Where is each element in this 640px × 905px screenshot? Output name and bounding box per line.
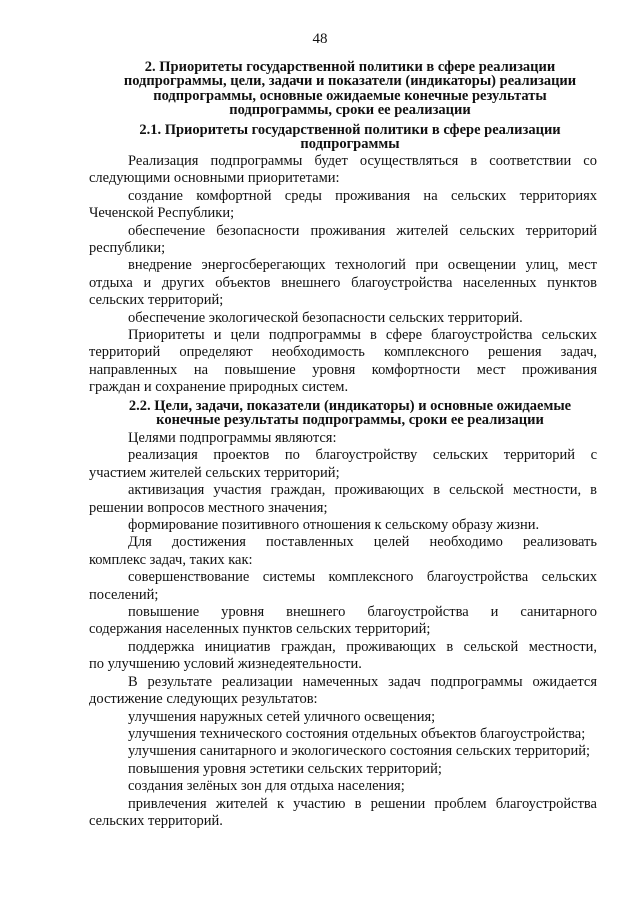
text-line: решении вопросов местного значения; [89,499,328,516]
text-line: Реализация подпрограммы будет осуществляться в соответствии со [128,153,597,169]
paragraph [89,604,597,639]
text-line: достижение следующих результатов: [89,691,318,708]
text-line: создание комфортной среды проживания на сельских территориях [128,187,597,204]
text-line: совершенствование системы комплексного благоустройства сельских [128,569,597,586]
section-2-heading [100,60,600,118]
paragraph [89,778,597,795]
heading-line: 2.1. Приоритеты государственной политики в сфере реализации [139,122,561,138]
text-line: следующими основными приоритетами: [89,170,340,187]
paragraph [89,569,597,604]
text-line: внедрение энергосберегающих технологий при освещении улиц, мест [128,257,597,274]
heading-line: подпрограммы, сроки ее реализации [229,102,471,119]
section-2-1-body [89,153,597,397]
text-line: граждан и сохранение природных систем. [89,379,349,396]
paragraph [89,482,597,517]
paragraph [89,447,597,482]
text-line: формирование позитивного отношения к сельскому образу жизни. [128,517,540,534]
section-2-2-heading [100,399,600,428]
text-line: повышение уровня внешнего благоустройства и санитарного [128,604,597,621]
text-line: реализация проектов по благоустройству сельских территорий с [128,447,597,464]
text-line: по улучшению условий жизнедеятельности. [89,656,362,673]
section-2-2-body [89,430,597,830]
text-line: Целями подпрограммы являются: [128,430,337,446]
text-line: повышения уровня эстетики сельских территорий; [128,760,442,777]
text-line: улучшения наружных сетей уличного освещения; [128,708,436,725]
paragraph [89,223,597,258]
paragraph [89,327,597,397]
text-line: Для достижения поставленных целей необходимо реализовать [128,534,597,551]
text-line: привлечения жителей к участию в решении проблем благоустройства [128,795,597,812]
paragraph [89,639,597,674]
paragraph [89,188,597,223]
text-line: улучшения технического состояния отдельных объектов благоустройства; [128,725,586,742]
heading-line: 2.2. Цели, задачи, показатели (индикаторы) и основные ожидаемые [128,398,572,414]
text-line: территорий определяют необходимость комплексного решения задач, [89,344,597,361]
text-line: поселений; [89,586,159,603]
heading-line: подпрограммы [300,136,400,153]
text-line: комплекс задач, таких как: [89,551,253,568]
text-line: республики; [89,240,166,257]
text-line: отдыха и других объектов внешнего благоустройства населенных пунктов [89,274,597,291]
paragraph [89,743,597,760]
paragraph [89,674,597,709]
paragraph [89,430,597,447]
text-line: Приоритеты и цели подпрограммы в сфере благоустройства сельских [128,327,597,344]
text-line: обеспечение экологической безопасности сельских территорий. [128,309,523,326]
paragraph [89,310,597,327]
paragraph [89,153,597,188]
text-line: участием жителей сельских территорий; [89,464,340,481]
page-number: 48 [312,31,328,47]
paragraph [89,709,597,726]
text-line: содержания населенных пунктов сельских территорий; [89,621,431,638]
text-line: Чеченской Республики; [89,205,235,222]
paragraph [89,726,597,743]
paragraph [89,517,597,534]
text-line: улучшения санитарного и экологического состояния сельских территорий; [128,743,591,760]
heading-line: подпрограммы, основные ожидаемые конечные результаты [153,87,547,104]
section-2-1-heading [100,123,600,152]
text-line: обеспечение безопасности проживания жителей сельских территорий [128,222,597,239]
text-line: активизация участия граждан, проживающих в сельской местности, в [128,482,597,499]
paragraph [89,257,597,309]
heading-line: 2. Приоритеты государственной политики в сфере реализации [144,59,556,75]
text-line: сельских территорий; [89,292,224,309]
paragraph [89,761,597,778]
text-line: поддержка инициатив граждан, проживающих в сельской местности, [128,638,597,655]
heading-line: конечные результаты подпрограммы, сроки ее реализации [156,412,544,429]
text-line: В результате реализации намеченных задач подпрограммы ожидается [128,673,597,690]
heading-line: подпрограммы, цели, задачи и показатели (индикаторы) реализации [123,73,577,90]
paragraph [89,534,597,569]
text-line: сельских территорий. [89,812,223,829]
text-line: создания зелёных зон для отдыха населения; [128,778,405,795]
text-line: направленных на повышение уровня комфортности мест проживания [89,361,597,378]
paragraph [89,796,597,831]
